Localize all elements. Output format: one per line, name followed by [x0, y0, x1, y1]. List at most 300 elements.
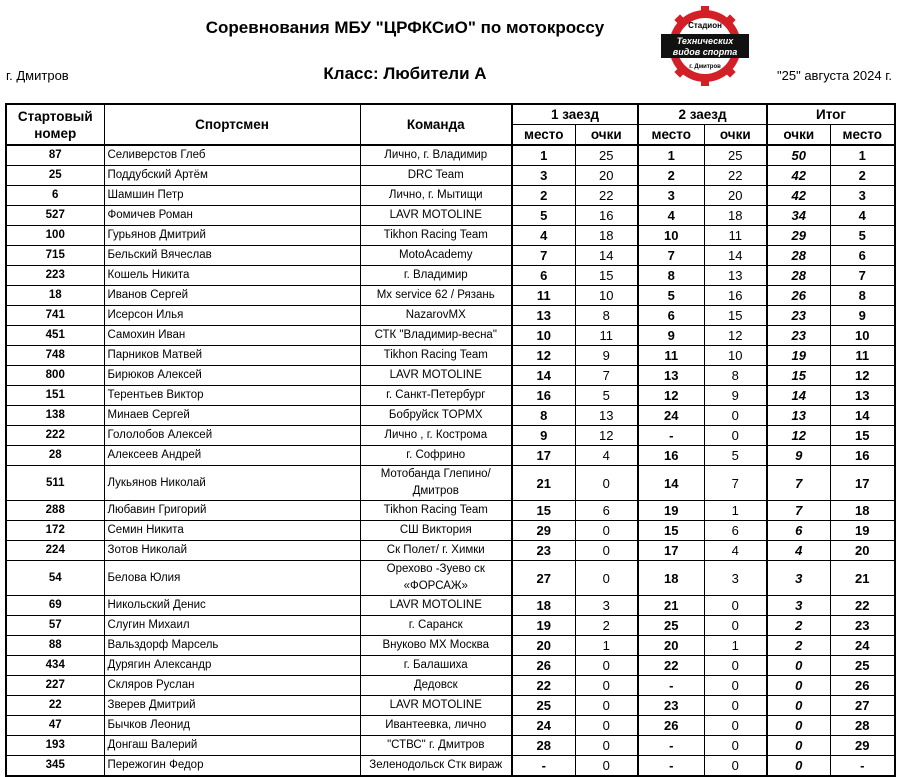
race1-points: 0 — [575, 676, 638, 696]
race2-points: 6 — [704, 521, 767, 541]
start-number: 715 — [6, 246, 104, 266]
race2-place: 10 — [638, 226, 704, 246]
final-place: 6 — [830, 246, 895, 266]
race2-points: 1 — [704, 636, 767, 656]
race1-place: - — [512, 756, 575, 777]
table-row — [6, 541, 895, 561]
page-title: Соревнования МБУ "ЦРФКСиО" по мотокроссу — [205, 18, 605, 37]
table-row — [6, 206, 895, 226]
race2-place: 6 — [638, 306, 704, 326]
final-place: 3 — [830, 186, 895, 206]
race1-place: 8 — [512, 406, 575, 426]
race2-place: 23 — [638, 696, 704, 716]
table-row — [6, 501, 895, 521]
race1-points: 9 — [575, 346, 638, 366]
total-points: 34 — [767, 206, 830, 226]
race2-points: 0 — [704, 616, 767, 636]
race2-points: 12 — [704, 326, 767, 346]
race1-place: 23 — [512, 541, 575, 561]
race2-points: 0 — [704, 696, 767, 716]
race2-points: 13 — [704, 266, 767, 286]
total-points: 14 — [767, 386, 830, 406]
race2-place: 18 — [638, 561, 704, 596]
race1-points: 10 — [575, 286, 638, 306]
start-number: 222 — [6, 426, 104, 446]
race1-points: 20 — [575, 166, 638, 186]
table-row — [6, 466, 895, 501]
race1-points: 0 — [575, 656, 638, 676]
final-place: 18 — [830, 501, 895, 521]
total-points: 42 — [767, 186, 830, 206]
race1-place: 25 — [512, 696, 575, 716]
final-place: 15 — [830, 426, 895, 446]
race2-points: 4 — [704, 541, 767, 561]
total-points: 23 — [767, 306, 830, 326]
athlete-name: Шамшин Петр — [104, 186, 360, 206]
race1-place: 20 — [512, 636, 575, 656]
col-team: Команда — [360, 104, 512, 145]
athlete-name: Парников Матвей — [104, 346, 360, 366]
athlete-name: Донгаш Валерий — [104, 736, 360, 756]
start-number: 100 — [6, 226, 104, 246]
table-row — [6, 386, 895, 406]
table-row — [6, 426, 895, 446]
race1-points: 15 — [575, 266, 638, 286]
race1-points: 7 — [575, 366, 638, 386]
race2-place: - — [638, 756, 704, 777]
athlete-name: Гололобов Алексей — [104, 426, 360, 446]
race1-points: 0 — [575, 521, 638, 541]
team-name: NazarovMX — [360, 306, 512, 326]
table-row — [6, 366, 895, 386]
final-place: - — [830, 756, 895, 777]
race1-place: 7 — [512, 246, 575, 266]
final-place: 26 — [830, 676, 895, 696]
city-label: г. Дмитров — [6, 68, 69, 83]
athlete-name: Лукьянов Николай — [104, 466, 360, 501]
col-race1-points: очки — [575, 125, 638, 146]
total-points: 0 — [767, 736, 830, 756]
col-total: Итог — [767, 104, 895, 125]
team-name: LAVR MOTOLINE — [360, 206, 512, 226]
start-number: 741 — [6, 306, 104, 326]
start-number: 172 — [6, 521, 104, 541]
final-place: 9 — [830, 306, 895, 326]
col-race2-points: очки — [704, 125, 767, 146]
table-row — [6, 636, 895, 656]
logo-mid-line1: Технических — [676, 36, 734, 46]
race2-points: 0 — [704, 426, 767, 446]
race1-place: 17 — [512, 446, 575, 466]
race1-place: 26 — [512, 656, 575, 676]
team-name: Tikhon Racing Team — [360, 346, 512, 366]
total-points: 6 — [767, 521, 830, 541]
col-total-place: место — [830, 125, 895, 146]
race2-place: 16 — [638, 446, 704, 466]
total-points: 29 — [767, 226, 830, 246]
team-name: Tikhon Racing Team — [360, 501, 512, 521]
athlete-name: Дурягин Александр — [104, 656, 360, 676]
race2-points: 3 — [704, 561, 767, 596]
team-name: "СТВС" г. Дмитров — [360, 736, 512, 756]
start-number: 434 — [6, 656, 104, 676]
col-race1-place: место — [512, 125, 575, 146]
race2-points: 25 — [704, 145, 767, 166]
col-race2: 2 заезд — [638, 104, 767, 125]
race1-points: 1 — [575, 636, 638, 656]
start-number: 451 — [6, 326, 104, 346]
race1-place: 24 — [512, 716, 575, 736]
total-points: 0 — [767, 716, 830, 736]
start-number: 69 — [6, 596, 104, 616]
athlete-name: Кошель Никита — [104, 266, 360, 286]
race1-place: 11 — [512, 286, 575, 306]
race1-points: 12 — [575, 426, 638, 446]
race1-place: 3 — [512, 166, 575, 186]
col-athlete: Спортсмен — [104, 104, 360, 145]
race1-place: 5 — [512, 206, 575, 226]
total-points: 0 — [767, 756, 830, 777]
final-place: 19 — [830, 521, 895, 541]
team-name: г. Софрино — [360, 446, 512, 466]
race1-place: 28 — [512, 736, 575, 756]
athlete-name: Зотов Николай — [104, 541, 360, 561]
total-points: 0 — [767, 696, 830, 716]
total-points: 4 — [767, 541, 830, 561]
race1-points: 4 — [575, 446, 638, 466]
start-number: 224 — [6, 541, 104, 561]
race1-place: 19 — [512, 616, 575, 636]
total-points: 28 — [767, 266, 830, 286]
total-points: 13 — [767, 406, 830, 426]
team-name: г. Санкт-Петербург — [360, 386, 512, 406]
race2-points: 0 — [704, 656, 767, 676]
final-place: 24 — [830, 636, 895, 656]
race1-place: 6 — [512, 266, 575, 286]
race2-place: 7 — [638, 246, 704, 266]
race1-place: 29 — [512, 521, 575, 541]
race2-place: 20 — [638, 636, 704, 656]
table-row — [6, 246, 895, 266]
final-place: 1 — [830, 145, 895, 166]
total-points: 3 — [767, 596, 830, 616]
race2-points: 8 — [704, 366, 767, 386]
total-points: 15 — [767, 366, 830, 386]
total-points: 28 — [767, 246, 830, 266]
logo-top-text: Стадион — [688, 21, 722, 30]
athlete-name: Поддубский Артём — [104, 166, 360, 186]
race1-place: 18 — [512, 596, 575, 616]
total-points: 0 — [767, 656, 830, 676]
table-row — [6, 446, 895, 466]
table-row — [6, 266, 895, 286]
team-name: Бобруйск TOPMX — [360, 406, 512, 426]
race1-place: 9 — [512, 426, 575, 446]
race2-place: 1 — [638, 145, 704, 166]
total-points: 19 — [767, 346, 830, 366]
race1-points: 0 — [575, 736, 638, 756]
race2-place: 14 — [638, 466, 704, 501]
final-place: 23 — [830, 616, 895, 636]
race2-place: 21 — [638, 596, 704, 616]
race1-points: 2 — [575, 616, 638, 636]
col-start-number: Стартовый номер — [6, 104, 104, 145]
race2-place: 24 — [638, 406, 704, 426]
table-row — [6, 186, 895, 206]
race2-points: 20 — [704, 186, 767, 206]
athlete-name: Никольский Денис — [104, 596, 360, 616]
table-row — [6, 561, 895, 596]
race2-place: 26 — [638, 716, 704, 736]
race1-place: 13 — [512, 306, 575, 326]
athlete-name: Любавин Григорий — [104, 501, 360, 521]
athlete-name: Бычков Леонид — [104, 716, 360, 736]
race1-points: 18 — [575, 226, 638, 246]
team-name: Лично , г. Кострома — [360, 426, 512, 446]
table-row — [6, 616, 895, 636]
race1-points: 8 — [575, 306, 638, 326]
athlete-name: Исерсон Илья — [104, 306, 360, 326]
total-points: 50 — [767, 145, 830, 166]
race1-place: 2 — [512, 186, 575, 206]
table-row — [6, 145, 895, 166]
race1-points: 0 — [575, 716, 638, 736]
athlete-name: Самохин Иван — [104, 326, 360, 346]
start-number: 288 — [6, 501, 104, 521]
total-points: 26 — [767, 286, 830, 306]
total-points: 23 — [767, 326, 830, 346]
start-number: 25 — [6, 166, 104, 186]
race2-points: 15 — [704, 306, 767, 326]
race1-place: 22 — [512, 676, 575, 696]
table-row — [6, 676, 895, 696]
final-place: 7 — [830, 266, 895, 286]
race1-place: 16 — [512, 386, 575, 406]
athlete-name: Терентьев Виктор — [104, 386, 360, 406]
race1-points: 0 — [575, 541, 638, 561]
logo-bottom-text: г. Дмитров — [689, 64, 721, 70]
final-place: 16 — [830, 446, 895, 466]
team-name: Дедовск — [360, 676, 512, 696]
total-points: 42 — [767, 166, 830, 186]
start-number: 87 — [6, 145, 104, 166]
results-table — [5, 103, 896, 777]
final-place: 12 — [830, 366, 895, 386]
athlete-name: Бирюков Алексей — [104, 366, 360, 386]
team-name: LAVR MOTOLINE — [360, 596, 512, 616]
team-name: г. Саранск — [360, 616, 512, 636]
race2-place: 13 — [638, 366, 704, 386]
total-points: 7 — [767, 466, 830, 501]
start-number: 54 — [6, 561, 104, 596]
team-name: DRC Team — [360, 166, 512, 186]
race1-points: 6 — [575, 501, 638, 521]
team-name: Ивантеевка, лично — [360, 716, 512, 736]
race1-place: 4 — [512, 226, 575, 246]
total-points: 2 — [767, 616, 830, 636]
race1-points: 0 — [575, 696, 638, 716]
final-place: 13 — [830, 386, 895, 406]
table-row — [6, 736, 895, 756]
race2-points: 22 — [704, 166, 767, 186]
table-row — [6, 716, 895, 736]
table-row — [6, 226, 895, 246]
race1-place: 21 — [512, 466, 575, 501]
total-points: 0 — [767, 676, 830, 696]
team-name: г. Балашиха — [360, 656, 512, 676]
race2-points: 14 — [704, 246, 767, 266]
race2-place: 17 — [638, 541, 704, 561]
start-number: 223 — [6, 266, 104, 286]
start-number: 800 — [6, 366, 104, 386]
start-number: 138 — [6, 406, 104, 426]
race1-points: 0 — [575, 466, 638, 501]
table-row — [6, 286, 895, 306]
race2-place: 2 — [638, 166, 704, 186]
final-place: 28 — [830, 716, 895, 736]
race2-place: 4 — [638, 206, 704, 226]
total-points: 2 — [767, 636, 830, 656]
stadium-logo — [655, 6, 755, 86]
race2-points: 0 — [704, 676, 767, 696]
athlete-name: Зверев Дмитрий — [104, 696, 360, 716]
team-name: Орехово -Зуево ск «ФОРСАЖ» — [360, 561, 512, 596]
table-row — [6, 166, 895, 186]
start-number: 18 — [6, 286, 104, 306]
table-row — [6, 596, 895, 616]
final-place: 2 — [830, 166, 895, 186]
athlete-name: Иванов Сергей — [104, 286, 360, 306]
athlete-name: Алексеев Андрей — [104, 446, 360, 466]
start-number: 511 — [6, 466, 104, 501]
start-number: 47 — [6, 716, 104, 736]
athlete-name: Гурьянов Дмитрий — [104, 226, 360, 246]
athlete-name: Пережогин Федор — [104, 756, 360, 777]
final-place: 25 — [830, 656, 895, 676]
race2-place: - — [638, 736, 704, 756]
start-number: 57 — [6, 616, 104, 636]
race2-points: 5 — [704, 446, 767, 466]
race2-points: 1 — [704, 501, 767, 521]
table-row — [6, 306, 895, 326]
race2-place: 22 — [638, 656, 704, 676]
date-label: "25" августа 2024 г. — [777, 68, 892, 83]
team-name: СШ Виктория — [360, 521, 512, 541]
total-points: 9 — [767, 446, 830, 466]
final-place: 8 — [830, 286, 895, 306]
table-row — [6, 521, 895, 541]
race2-points: 18 — [704, 206, 767, 226]
race2-place: 12 — [638, 386, 704, 406]
race2-place: 3 — [638, 186, 704, 206]
race1-points: 0 — [575, 561, 638, 596]
table-row — [6, 326, 895, 346]
race2-points: 0 — [704, 736, 767, 756]
race1-points: 3 — [575, 596, 638, 616]
team-name: LAVR MOTOLINE — [360, 366, 512, 386]
team-name: LAVR MOTOLINE — [360, 696, 512, 716]
race1-place: 14 — [512, 366, 575, 386]
start-number: 748 — [6, 346, 104, 366]
start-number: 527 — [6, 206, 104, 226]
race1-points: 5 — [575, 386, 638, 406]
col-race2-place: место — [638, 125, 704, 146]
race1-points: 13 — [575, 406, 638, 426]
race2-points: 16 — [704, 286, 767, 306]
team-name: Лично, г. Владимир — [360, 145, 512, 166]
team-name: Mx service 62 / Рязань — [360, 286, 512, 306]
race1-place: 27 — [512, 561, 575, 596]
race2-points: 0 — [704, 756, 767, 777]
col-total-points: очки — [767, 125, 830, 146]
race1-points: 22 — [575, 186, 638, 206]
race2-place: 5 — [638, 286, 704, 306]
race2-points: 0 — [704, 716, 767, 736]
athlete-name: Селиверстов Глеб — [104, 145, 360, 166]
athlete-name: Бельский Вячеслав — [104, 246, 360, 266]
race2-points: 0 — [704, 596, 767, 616]
table-row — [6, 696, 895, 716]
race2-place: 19 — [638, 501, 704, 521]
start-number: 88 — [6, 636, 104, 656]
athlete-name: Слугин Михаил — [104, 616, 360, 636]
race1-place: 1 — [512, 145, 575, 166]
total-points: 12 — [767, 426, 830, 446]
start-number: 151 — [6, 386, 104, 406]
team-name: Ск Полет/ г. Химки — [360, 541, 512, 561]
start-number: 193 — [6, 736, 104, 756]
final-place: 29 — [830, 736, 895, 756]
start-number: 345 — [6, 756, 104, 777]
athlete-name: Белова Юлия — [104, 561, 360, 596]
race2-points: 11 — [704, 226, 767, 246]
race1-place: 12 — [512, 346, 575, 366]
race2-place: 9 — [638, 326, 704, 346]
team-name: г. Владимир — [360, 266, 512, 286]
athlete-name: Фомичев Роман — [104, 206, 360, 226]
race2-points: 10 — [704, 346, 767, 366]
final-place: 11 — [830, 346, 895, 366]
table-row — [6, 756, 895, 777]
final-place: 17 — [830, 466, 895, 501]
final-place: 21 — [830, 561, 895, 596]
team-name: MotoAcademy — [360, 246, 512, 266]
final-place: 22 — [830, 596, 895, 616]
final-place: 10 — [830, 326, 895, 346]
table-row — [6, 346, 895, 366]
race1-place: 15 — [512, 501, 575, 521]
race2-points: 0 — [704, 406, 767, 426]
athlete-name: Скляров Руслан — [104, 676, 360, 696]
race1-points: 11 — [575, 326, 638, 346]
race1-points: 16 — [575, 206, 638, 226]
race1-points: 14 — [575, 246, 638, 266]
race2-place: 15 — [638, 521, 704, 541]
logo-mid-line2: видов спорта — [672, 47, 738, 57]
table-row — [6, 656, 895, 676]
start-number: 6 — [6, 186, 104, 206]
final-place: 5 — [830, 226, 895, 246]
start-number: 22 — [6, 696, 104, 716]
class-label: Класс: Любители А — [323, 64, 487, 83]
start-number: 227 — [6, 676, 104, 696]
race2-place: 25 — [638, 616, 704, 636]
total-points: 7 — [767, 501, 830, 521]
race2-points: 9 — [704, 386, 767, 406]
athlete-name: Вальздорф Марсель — [104, 636, 360, 656]
race2-place: - — [638, 426, 704, 446]
team-name: Зеленодольск Стк вираж — [360, 756, 512, 777]
